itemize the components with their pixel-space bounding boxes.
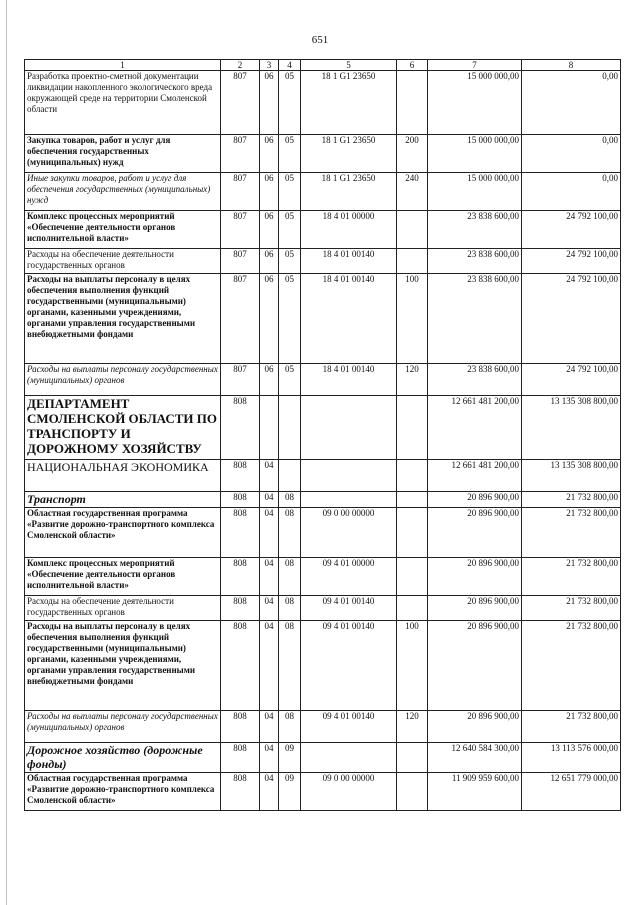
section-code-cell: 06 [260,274,279,364]
row-name-cell: Иные закупки товаров, работ и услуг для обеспечения государственных (муниципальных) нужд [25,173,221,211]
table-row [25,249,621,274]
expense-type-cell [397,71,428,135]
section-code-cell: 04 [260,711,279,743]
expense-type-cell [397,249,428,274]
row-name-cell: Расходы на выплаты персоналу в целях обеспечения выполнения функций государственными (муниципальными) органами, казенными учреждениями, органами управления государственными внебюджетными фондами [25,621,221,711]
expense-type-cell [397,743,428,773]
subsection-code-cell: 05 [279,211,301,249]
target-article-cell: 09 0 00 00000 [301,508,397,558]
target-article-cell: 18 4 01 00140 [301,274,397,364]
amount-year1-cell: 12 640 584 300,00 [428,743,522,773]
table-row [25,743,621,773]
amount-year2-cell: 24 792 100,00 [522,274,621,364]
amount-year2-cell: 21 732 800,00 [522,711,621,743]
amount-year1-cell: 20 896 900,00 [428,492,522,508]
admin-code-cell: 808 [221,621,260,711]
subsection-code-cell: 09 [279,743,301,773]
row-name-cell: Комплекс процессных мероприятий «Обеспечение деятельности органов исполнительной власти» [25,211,221,249]
table-row [25,364,621,396]
amount-year2-cell: 13 135 308 800,00 [522,460,621,492]
expense-type-cell [397,773,428,811]
section-code-cell: 06 [260,135,279,173]
expense-type-cell: 240 [397,173,428,211]
subsection-code-cell: 08 [279,492,301,508]
section-code-cell: 04 [260,773,279,811]
expense-type-cell: 100 [397,621,428,711]
amount-year1-cell: 20 896 900,00 [428,558,522,596]
column-header: 3 [260,60,279,71]
amount-year1-cell: 11 909 959 600,00 [428,773,522,811]
amount-year2-cell: 21 732 800,00 [522,492,621,508]
amount-year1-cell: 12 661 481 200,00 [428,396,522,460]
column-header: 7 [428,60,522,71]
admin-code-cell: 808 [221,460,260,492]
subsection-code-cell: 05 [279,135,301,173]
target-article-cell: 09 0 00 00000 [301,773,397,811]
column-header: 1 [25,60,221,71]
amount-year2-cell: 21 732 800,00 [522,596,621,621]
section-code-cell: 04 [260,596,279,621]
amount-year1-cell: 23 838 600,00 [428,211,522,249]
row-name-cell: ДЕПАРТАМЕНТ СМОЛЕНСКОЙ ОБЛАСТИ ПО ТРАНСПОРТУ И ДОРОЖНОМУ ХОЗЯЙСТВУ [25,396,221,460]
row-name-cell: Расходы на обеспечение деятельности государственных органов [25,596,221,621]
section-code-cell: 06 [260,211,279,249]
target-article-cell [301,396,397,460]
expense-type-cell [397,492,428,508]
section-code-cell: 06 [260,364,279,396]
target-article-cell: 09 4 01 00140 [301,596,397,621]
table-row [25,460,621,492]
amount-year2-cell: 24 792 100,00 [522,211,621,249]
table-row [25,773,621,811]
amount-year2-cell: 13 113 576 000,00 [522,743,621,773]
table-row [25,596,621,621]
column-header: 6 [397,60,428,71]
row-name-cell: НАЦИОНАЛЬНАЯ ЭКОНОМИКА [25,460,221,492]
section-code-cell [260,396,279,460]
amount-year1-cell: 20 896 900,00 [428,508,522,558]
section-code-cell: 04 [260,558,279,596]
section-code-cell: 04 [260,621,279,711]
amount-year1-cell: 12 661 481 200,00 [428,460,522,492]
scan-edge-line [6,0,7,905]
amount-year1-cell: 20 896 900,00 [428,621,522,711]
amount-year2-cell: 0,00 [522,173,621,211]
row-name-cell: Комплекс процессных мероприятий «Обеспечение деятельности органов исполнительной власти» [25,558,221,596]
table-row [25,711,621,743]
section-code-cell: 06 [260,71,279,135]
target-article-cell [301,492,397,508]
subsection-code-cell: 08 [279,596,301,621]
column-header: 8 [522,60,621,71]
row-name-cell: Областная государственная программа «Развитие дорожно-транспортного комплекса Смоленской области» [25,773,221,811]
row-name-cell: Расходы на выплаты персоналу государственных (муниципальных) органов [25,364,221,396]
admin-code-cell: 807 [221,249,260,274]
amount-year2-cell: 12 651 779 000,00 [522,773,621,811]
amount-year1-cell: 23 838 600,00 [428,364,522,396]
target-article-cell: 18 4 01 00140 [301,364,397,396]
amount-year1-cell: 15 000 000,00 [428,135,522,173]
expense-type-cell [397,596,428,621]
column-header: 2 [221,60,260,71]
amount-year2-cell: 21 732 800,00 [522,621,621,711]
amount-year1-cell: 20 896 900,00 [428,596,522,621]
admin-code-cell: 807 [221,211,260,249]
target-article-cell: 09 4 01 00000 [301,558,397,596]
admin-code-cell: 807 [221,364,260,396]
expense-type-cell [397,558,428,596]
subsection-code-cell: 09 [279,773,301,811]
budget-table [24,59,621,811]
amount-year2-cell: 24 792 100,00 [522,249,621,274]
admin-code-cell: 807 [221,71,260,135]
amount-year1-cell: 23 838 600,00 [428,274,522,364]
table-row [25,492,621,508]
expense-type-cell [397,460,428,492]
table-row [25,508,621,558]
subsection-code-cell: 05 [279,71,301,135]
target-article-cell: 18 4 01 00000 [301,211,397,249]
admin-code-cell: 808 [221,558,260,596]
admin-code-cell: 807 [221,274,260,364]
target-article-cell: 09 4 01 00140 [301,711,397,743]
table-header-row [25,60,621,71]
table-row [25,274,621,364]
table-row [25,558,621,596]
target-article-cell: 18 1 G1 23650 [301,173,397,211]
row-name-cell: Расходы на выплаты персоналу государственных (муниципальных) органов [25,711,221,743]
row-name-cell: Расходы на обеспечение деятельности государственных органов [25,249,221,274]
admin-code-cell: 807 [221,173,260,211]
section-code-cell: 06 [260,249,279,274]
table-row [25,621,621,711]
subsection-code-cell [279,460,301,492]
column-header: 4 [279,60,301,71]
amount-year2-cell: 21 732 800,00 [522,508,621,558]
row-name-cell: Расходы на выплаты персоналу в целях обеспечения выполнения функций государственными (муниципальными) органами, казенными учреждениями, органами управления государственными внебюджетными фондами [25,274,221,364]
row-name-cell: Областная государственная программа «Развитие дорожно-транспортного комплекса Смоленской области» [25,508,221,558]
expense-type-cell [397,396,428,460]
amount-year2-cell: 24 792 100,00 [522,364,621,396]
amount-year2-cell: 0,00 [522,71,621,135]
subsection-code-cell: 05 [279,364,301,396]
row-name-cell: Транспорт [25,492,221,508]
expense-type-cell [397,211,428,249]
table-row [25,71,621,135]
admin-code-cell: 808 [221,773,260,811]
table-row [25,396,621,460]
amount-year2-cell: 0,00 [522,135,621,173]
subsection-code-cell: 08 [279,711,301,743]
page-number: 651 [311,34,329,46]
row-name-cell: Дорожное хозяйство (дорожные фонды) [25,743,221,773]
expense-type-cell [397,508,428,558]
subsection-code-cell: 08 [279,621,301,711]
target-article-cell: 09 4 01 00140 [301,621,397,711]
subsection-code-cell: 08 [279,558,301,596]
target-article-cell: 18 1 G1 23650 [301,135,397,173]
subsection-code-cell [279,396,301,460]
admin-code-cell: 808 [221,711,260,743]
expense-type-cell: 120 [397,711,428,743]
amount-year1-cell: 15 000 000,00 [428,173,522,211]
amount-year2-cell: 21 732 800,00 [522,558,621,596]
expense-type-cell: 100 [397,274,428,364]
amount-year2-cell: 13 135 308 800,00 [522,396,621,460]
admin-code-cell: 808 [221,396,260,460]
admin-code-cell: 808 [221,596,260,621]
section-code-cell: 06 [260,173,279,211]
section-code-cell: 04 [260,743,279,773]
admin-code-cell: 808 [221,492,260,508]
amount-year1-cell: 15 000 000,00 [428,71,522,135]
amount-year1-cell: 23 838 600,00 [428,249,522,274]
subsection-code-cell: 05 [279,249,301,274]
target-article-cell: 18 4 01 00140 [301,249,397,274]
table-row [25,173,621,211]
target-article-cell [301,743,397,773]
target-article-cell [301,460,397,492]
admin-code-cell: 807 [221,135,260,173]
subsection-code-cell: 05 [279,274,301,364]
table-row [25,211,621,249]
row-name-cell: Разработка проектно-сметной документации ликвидации накопленного экологического вреда окружающей среде на территории Смоленской области [25,71,221,135]
section-code-cell: 04 [260,460,279,492]
section-code-cell: 04 [260,508,279,558]
row-name-cell: Закупка товаров, работ и услуг для обеспечения государственных (муниципальных) нужд [25,135,221,173]
column-header: 5 [301,60,397,71]
admin-code-cell: 808 [221,508,260,558]
section-code-cell: 04 [260,492,279,508]
subsection-code-cell: 05 [279,173,301,211]
subsection-code-cell: 08 [279,508,301,558]
amount-year1-cell: 20 896 900,00 [428,711,522,743]
expense-type-cell: 200 [397,135,428,173]
admin-code-cell: 808 [221,743,260,773]
target-article-cell: 18 1 G1 23650 [301,71,397,135]
table-row [25,135,621,173]
expense-type-cell: 120 [397,364,428,396]
